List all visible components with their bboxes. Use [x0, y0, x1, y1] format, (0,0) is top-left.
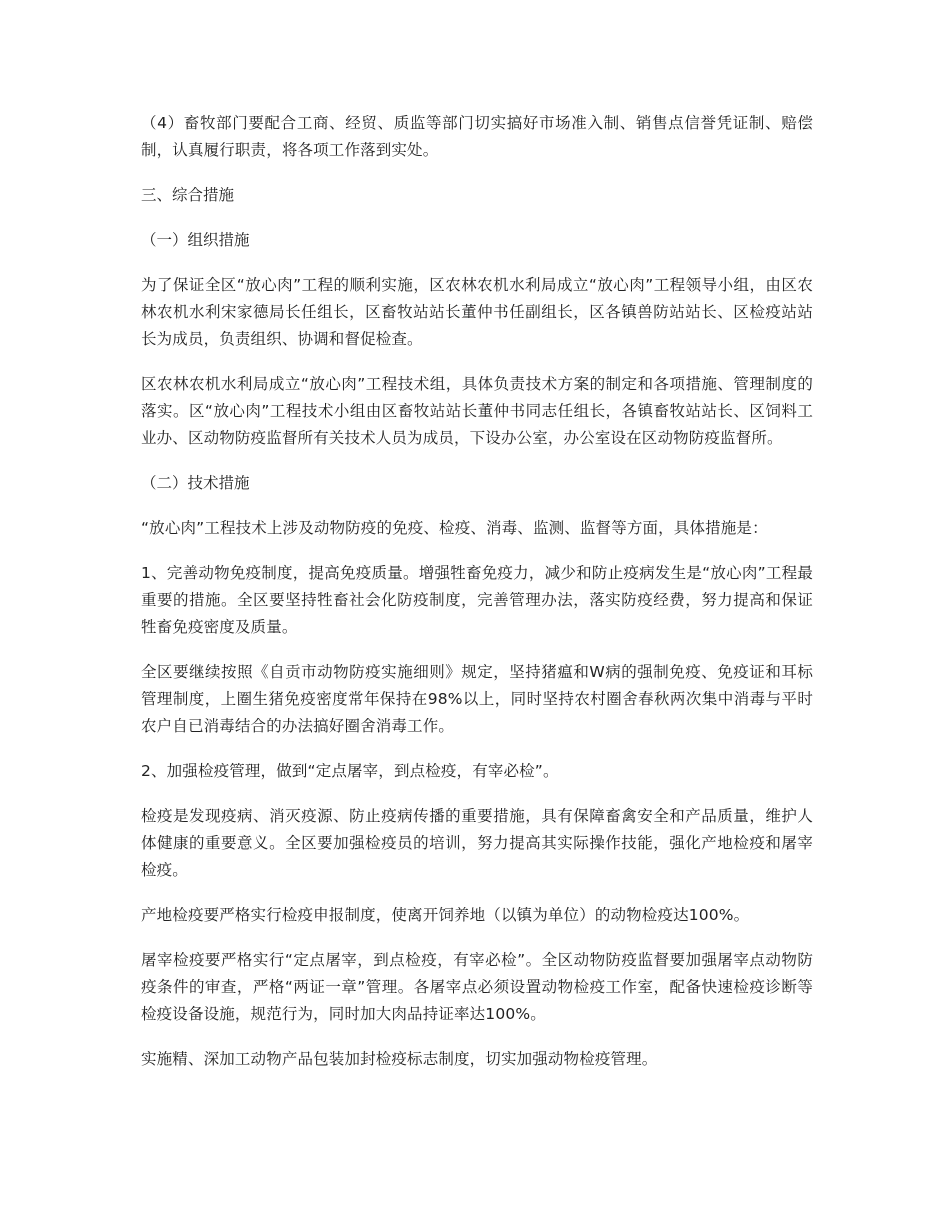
paragraph-quarantine-importance: 检疫是发现疫病、消灭疫源、防止疫病传播的重要措施，具有保障畜禽安全和产品质量，维护人体健康的重要意义。全区要加强检疫员的培训，努力提高其实际操作技能，强化产地检疫和屠宰检疫。	[141, 807, 813, 879]
paragraph-quarantine-heading: 2、加强检疫管理，做到“定点屠宰，到点检疫，有宰必检”。	[141, 762, 559, 780]
paragraph-leadership-group: 为了保证全区“放心肉”工程的顺利实施，区农林农机水利局成立“放心肉”工程领导小组，由区农林农机水利宋家德局长任组长，区畜牧站站长董仲书任副组长，区各镇兽防站站长、区检疫站站长为成员，负责组织、协调和督促检查。	[141, 276, 813, 348]
paragraph-compulsory-immunization: 全区要继续按照《自贡市动物防疫实施细则》规定，坚持猪瘟和W病的强制免疫、免疫证和耳标管理制度，上圈生猪免疫密度常年保持在98%以上，同时坚持农村圈舍春秋两次集中消毒与平时农户自已消毒结合的办法搞好圈舍消毒工作。	[141, 663, 813, 735]
paragraph-processing-labels: 实施精、深加工动物产品包装加封检疫标志制度，切实加强动物检疫管理。	[141, 1050, 658, 1068]
paragraph-technical-intro: “放心肉”工程技术上涉及动物防疫的免疫、检疫、消毒、监测、监督等方面，具体措施是：	[141, 519, 768, 537]
document-body	[141, 110, 813, 1091]
paragraph-slaughter-quarantine: 屠宰检疫要严格实行“定点屠宰，到点检疫，有宰必检”。全区动物防疫监督要加强屠宰点动物防疫条件的审查，严格“两证一章”管理。各屠宰点必须设置动物检疫工作室，配备快速检疫诊断等检疫设备设施，规范行为，同时加大肉品持证率达100%。	[141, 951, 813, 1023]
section-heading-comprehensive-measures: 三、综合措施	[141, 186, 235, 204]
paragraph-immunization: 1、完善动物免疫制度，提高免疫质量。增强牲畜免疫力，减少和防止疫病发生是“放心肉”工程最重要的措施。全区要坚持牲畜社会化防疫制度，完善管理办法，落实防疫经费，努力提高和保证牲畜免疫密度及质量。	[141, 564, 813, 636]
subsection-heading-organization: （一）组织措施	[141, 231, 250, 249]
paragraph-technical-group: 区农林农机水利局成立“放心肉”工程技术组，具体负责技术方案的制定和各项措施、管理制度的落实。区“放心肉”工程技术小组由区畜牧站站长董仲书同志任组长，各镇畜牧站站长、区饲料工业办、区动物防疫监督所有关技术人员为成员，下设办公室，办公室设在区动物防疫监督所。	[141, 375, 813, 447]
subsection-heading-technical: （二）技术措施	[141, 474, 250, 492]
paragraph-origin-quarantine: 产地检疫要严格实行检疫申报制度，使离开饲养地（以镇为单位）的动物检疫达100%。	[141, 906, 750, 924]
paragraph-market-access: （4）畜牧部门要配合工商、经贸、质监等部门切实搞好市场准入制、销售点信誉凭证制、赔偿制，认真履行职责，将各项工作落到实处。	[141, 114, 813, 159]
